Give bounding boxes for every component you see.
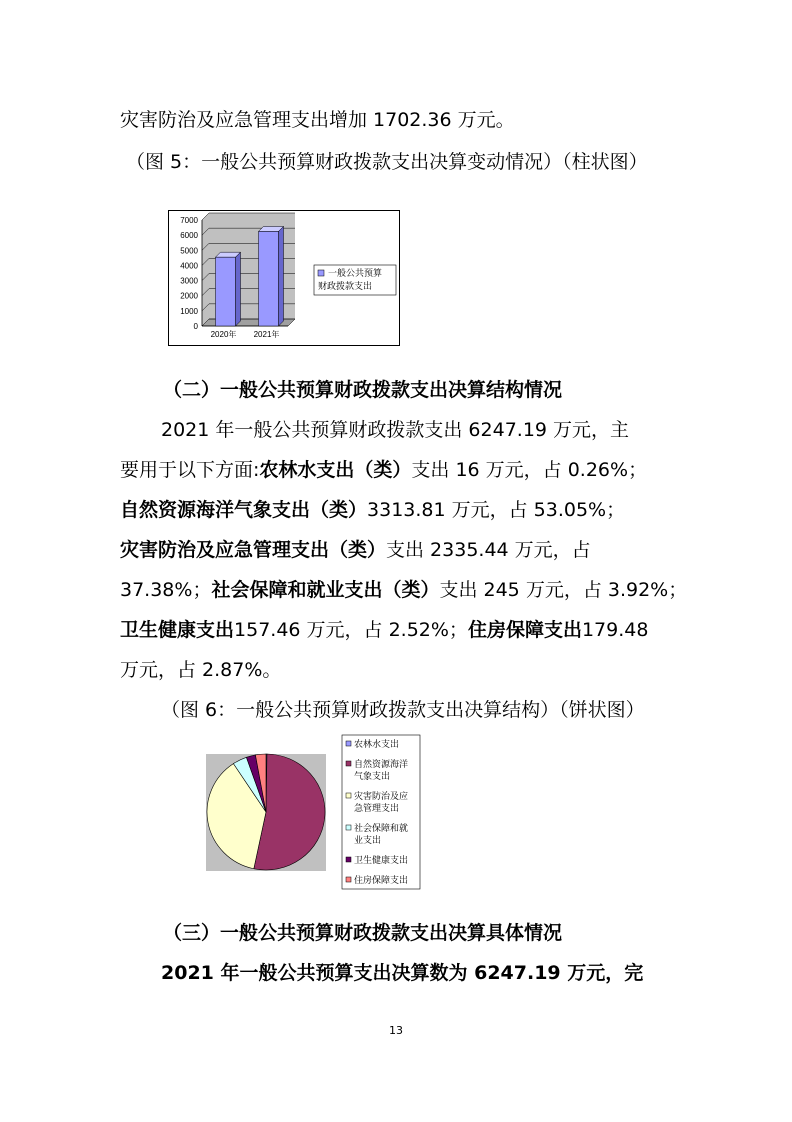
- legend-label: 灾害防治及应: [354, 792, 409, 802]
- y-tick-label: 1000: [180, 306, 198, 316]
- text-span: 157.46 万元，占 2.52%；: [234, 619, 468, 641]
- bar: [216, 257, 236, 326]
- x-tick-label: 2020年: [210, 330, 237, 339]
- legend-label: 一般公共预算: [328, 269, 383, 279]
- section-heading-2: （二）一般公共预算财政拨款支出决算结构情况: [163, 379, 563, 401]
- category-label: 灾害防治及应急管理支出（类）: [120, 539, 387, 561]
- figure-6-caption: （图 6：一般公共预算财政拨款支出决算结构）（饼状图）: [161, 699, 645, 721]
- legend-label: 急管理支出: [354, 804, 400, 814]
- legend-label: 财政拨款支出: [318, 282, 373, 292]
- text-span: 37.38%；: [120, 579, 212, 601]
- pie-chart: [206, 734, 422, 890]
- page-number: 13: [389, 1024, 403, 1037]
- category-label: 住房保障支出: [467, 619, 582, 641]
- legend-label: 气象支出: [354, 772, 391, 782]
- text-span: 支出 2335.44 万元，占: [386, 539, 591, 561]
- y-tick-label: 0: [193, 322, 198, 331]
- text-line: [120, 578, 687, 602]
- text-line: 灾害防治及应急管理支出增加 1702.36 万元。: [120, 109, 515, 131]
- text-span: 179.48: [581, 619, 649, 641]
- x-tick-label: 2021年: [253, 330, 280, 339]
- bar: [259, 231, 279, 326]
- text-line: 2021 年一般公共预算财政拨款支出 6247.19 万元，主: [161, 419, 630, 441]
- figure-5-caption: （图 5：一般公共预算财政拨款支出决算变动情况）（柱状图）: [126, 151, 648, 173]
- legend-label: 社会保障和就: [354, 824, 409, 834]
- legend-swatch: [346, 877, 351, 882]
- legend-label: 自然资源海洋: [354, 760, 409, 770]
- legend-swatch: [346, 857, 351, 862]
- bar-chart: [168, 210, 400, 346]
- category-label: 社会保障和就业支出（类）: [211, 579, 440, 601]
- legend-swatch: [318, 270, 324, 276]
- text-line: [120, 538, 591, 562]
- text-line: [120, 618, 648, 642]
- text-span: 3313.81 万元，占 53.05%；: [367, 499, 626, 521]
- text-span: 支出 245 万元，占 3.92%；: [439, 579, 688, 601]
- legend-swatch: [346, 793, 351, 798]
- legend-swatch: [346, 761, 351, 766]
- legend-label: 业支出: [354, 836, 382, 846]
- y-tick-label: 7000: [180, 216, 198, 225]
- y-tick-label: 2000: [180, 291, 198, 301]
- legend-swatch: [346, 741, 351, 746]
- text-span: 要用于以下方面:: [120, 459, 260, 481]
- text-span: 支出 16 万元，占 0.26%；: [411, 459, 648, 481]
- text-line: 2021 年一般公共预算支出决算数为 6247.19 万元，完: [161, 962, 644, 984]
- section-heading-3: （三）一般公共预算财政拨款支出决算具体情况: [163, 922, 563, 944]
- bar-side: [236, 252, 241, 326]
- legend-label: 农林水支出: [354, 740, 400, 750]
- y-tick-label: 4000: [180, 261, 198, 271]
- text-line: [120, 458, 647, 482]
- category-label: 自然资源海洋气象支出（类）: [120, 499, 368, 521]
- legend-swatch: [346, 825, 351, 830]
- y-tick-label: 5000: [180, 246, 198, 256]
- text-line: 万元，占 2.87%。: [120, 659, 282, 681]
- y-tick-label: 3000: [180, 276, 198, 286]
- category-label: 卫生健康支出: [120, 619, 235, 641]
- text-line: [120, 498, 625, 522]
- y-tick-label: 6000: [180, 231, 198, 241]
- category-label: 农林水支出（类）: [259, 459, 412, 481]
- legend-label: 住房保障支出: [354, 876, 409, 886]
- bar-side: [279, 226, 284, 326]
- legend-label: 卫生健康支出: [354, 856, 409, 866]
